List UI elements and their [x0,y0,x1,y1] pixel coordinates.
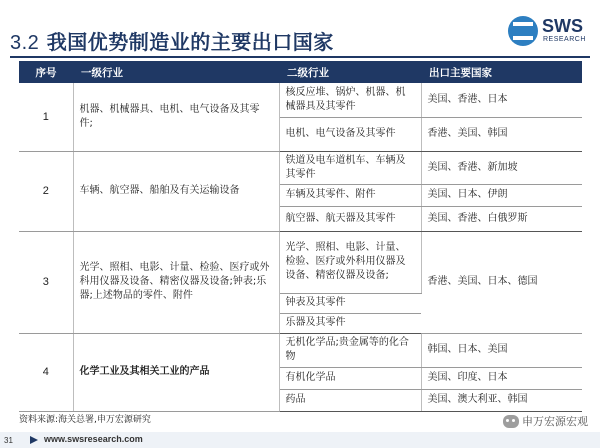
table-row [19,83,582,117]
level2-cell: 无机化学品;贵金属等的化合物 [279,333,421,367]
header-index: 序号 [19,61,73,83]
table-row [19,333,582,367]
wechat-account: 申万宏源宏观 [522,415,588,428]
source-note: 资料来源:海关总署,申万宏源研究 [19,415,151,425]
level1-cell: 光学、照相、电影、计量、检验、医疗或外科用仪器及设备、精密仪器及设备;钟表;乐器;上述物品的零件、附件 [73,231,279,333]
countries-cell: 美国、澳大利亚、韩国 [421,389,582,411]
countries-cell: 美国、香港、新加坡 [421,151,582,184]
sws-logo-icon [508,16,538,46]
page-number: 31 [4,436,13,445]
row-index: 1 [19,83,73,151]
level2-cell: 光学、照相、电影、计量、检验、医疗或外科用仪器及设备、精密仪器及设备; [279,231,421,293]
export-countries-table [19,61,582,412]
level2-cell: 钟表及其零件 [279,293,421,313]
table-row [19,231,582,293]
countries-cell: 美国、香港、日本 [421,83,582,117]
logo-subtext: RESEARCH [543,36,586,43]
level2-cell: 铁道及电车道机车、车辆及其零件 [279,151,421,184]
countries-cell: 香港、美国、日本、德国 [421,231,582,333]
sws-logo [508,14,590,48]
level2-cell: 航空器、航天器及其零件 [279,206,421,231]
footer-url[interactable]: www.swsresearch.com [44,434,143,444]
page-title [10,26,334,55]
countries-cell: 韩国、日本、美国 [421,333,582,367]
row-index: 2 [19,151,73,231]
countries-cell: 美国、日本、伊朗 [421,184,582,206]
countries-cell: 美国、印度、日本 [421,367,582,389]
level1-cell: 车辆、航空器、船舶及有关运输设备 [73,151,279,231]
level1-cell: 机器、机械器具、电机、电气设备及其零件; [73,83,279,151]
level2-cell: 乐器及其零件 [279,313,421,333]
header-level1: 一级行业 [73,61,279,83]
arrow-icon [30,436,38,444]
level2-cell: 有机化学品 [279,367,421,389]
table-row [19,151,582,184]
table-header-row [19,61,582,83]
countries-cell: 美国、香港、白俄罗斯 [421,206,582,231]
countries-cell: 香港、美国、韩国 [421,117,582,151]
wechat-watermark [503,413,588,429]
section-number: 3.2 [10,32,40,54]
header-countries: 出口主要国家 [421,61,582,83]
level2-cell: 车辆及其零件、附件 [279,184,421,206]
logo-text: SWS [542,16,584,36]
level2-cell: 药品 [279,389,421,411]
row-index: 4 [19,333,73,411]
wechat-icon [503,415,519,428]
level2-cell: 核反应堆、锅炉、机器、机械器具及其零件 [279,83,421,117]
level1-cell: 化学工业及其相关工业的产品 [73,333,279,411]
title-text: 我国优势制造业的主要出口国家 [46,30,334,54]
title-divider [10,56,590,58]
row-index: 3 [19,231,73,333]
level2-cell: 电机、电气设备及其零件 [279,117,421,151]
header-level2: 二级行业 [279,61,421,83]
